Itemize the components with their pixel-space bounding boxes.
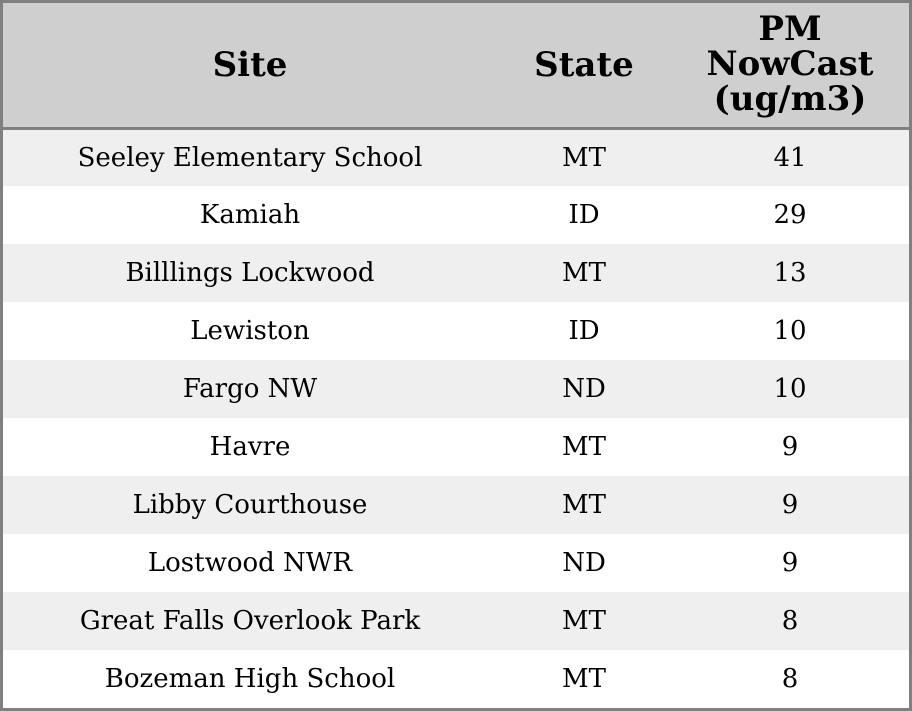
cell-pm-nowcast: 41: [773, 142, 807, 173]
cell-site: Bozeman High School: [104, 664, 396, 694]
table-header: [3, 3, 909, 128]
cell-pm-nowcast: 9: [781, 548, 799, 578]
cell-site: Great Falls Overlook Park: [79, 606, 421, 636]
header-state-label: State: [534, 44, 634, 85]
cell-state: MT: [562, 258, 606, 288]
table-row: [3, 302, 909, 360]
header-pm-line-3: (ug/m3): [713, 79, 867, 120]
cell-state: ND: [562, 374, 606, 404]
header-row: [3, 3, 909, 128]
cell-site: Seeley Elementary School: [77, 142, 423, 173]
cell-site: Havre: [209, 432, 291, 462]
cell-state: MT: [562, 490, 606, 520]
cell-state: ID: [568, 200, 600, 230]
table-body: [3, 128, 909, 708]
cell-site: Billlings Lockwood: [125, 258, 375, 288]
table-row: [3, 534, 909, 592]
cell-site: Lewiston: [190, 316, 310, 346]
cell-pm-nowcast: 8: [781, 664, 799, 694]
cell-state: MT: [562, 606, 606, 636]
cell-site: Lostwood NWR: [147, 548, 353, 578]
table-row: [3, 128, 909, 186]
cell-state: ND: [562, 548, 606, 578]
cell-state: MT: [562, 432, 606, 462]
table-row: [3, 418, 909, 476]
cell-state: ID: [568, 316, 600, 346]
cell-pm-nowcast: 13: [773, 258, 807, 288]
cell-pm-nowcast: 9: [781, 432, 799, 462]
table-row: [3, 360, 909, 418]
header-site: [3, 3, 497, 128]
pm-nowcast-table: [3, 3, 909, 708]
cell-site: Kamiah: [199, 200, 301, 230]
cell-state: MT: [562, 664, 606, 694]
header-pm-line-2: NowCast: [706, 44, 874, 85]
header-pm-line-1: PM: [758, 9, 822, 50]
header-site-label: Site: [212, 44, 288, 85]
cell-pm-nowcast: 8: [781, 606, 799, 636]
table-row: [3, 244, 909, 302]
table-row: [3, 186, 909, 244]
cell-pm-nowcast: 10: [773, 374, 807, 404]
table-row: [3, 650, 909, 708]
header-pm-nowcast: [671, 3, 909, 128]
cell-site: Libby Courthouse: [132, 490, 368, 520]
cell-state: MT: [562, 142, 606, 173]
cell-pm-nowcast: 9: [781, 490, 799, 520]
cell-pm-nowcast: 10: [773, 316, 807, 346]
header-state: [497, 3, 671, 128]
table-row: [3, 592, 909, 650]
cell-pm-nowcast: 29: [773, 200, 807, 230]
table-row: [3, 476, 909, 534]
cell-site: Fargo NW: [182, 374, 318, 404]
